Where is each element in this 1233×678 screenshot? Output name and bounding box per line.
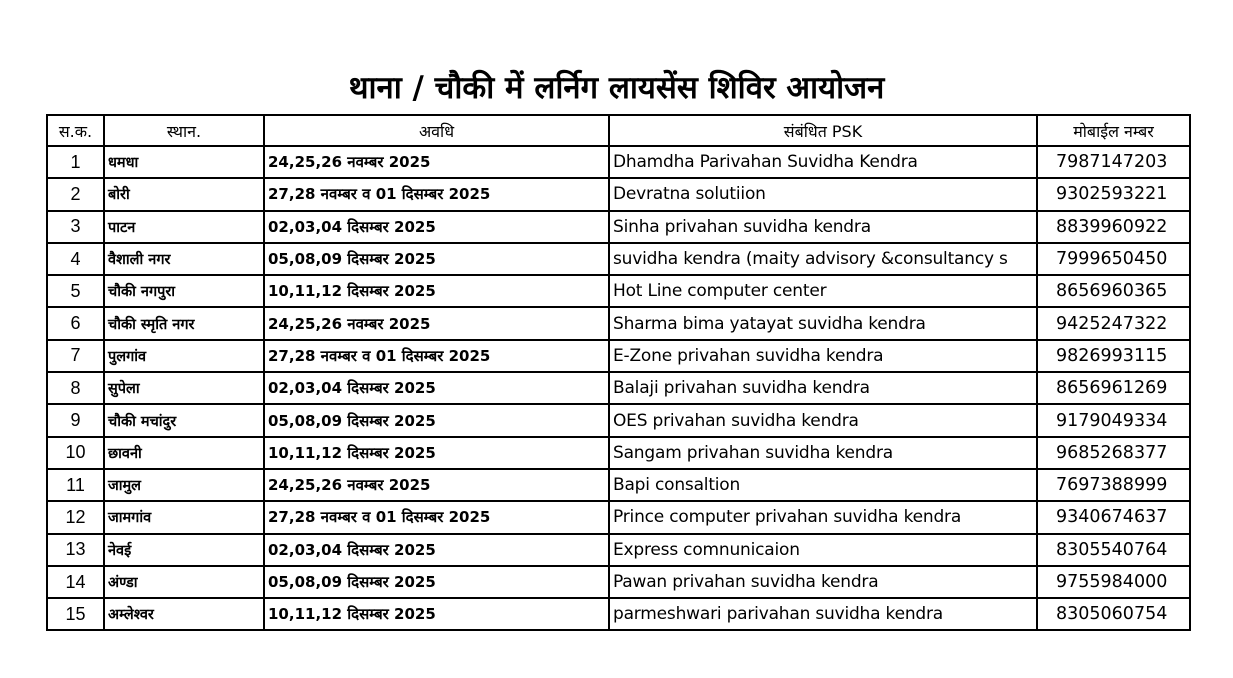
cell-psk: Dhamdha Parivahan Suvidha Kendra bbox=[609, 146, 1037, 178]
header-psk: संबंधित PSK bbox=[609, 115, 1037, 146]
table-row bbox=[47, 211, 1190, 243]
cell-sn: 5 bbox=[47, 275, 104, 307]
table-row bbox=[47, 243, 1190, 275]
cell-period: 02,03,04 दिसम्बर 2025 bbox=[264, 534, 609, 566]
cell-period: 05,08,09 दिसम्बर 2025 bbox=[264, 566, 609, 598]
cell-mobile: 8656960365 bbox=[1037, 275, 1190, 307]
cell-mobile: 9302593221 bbox=[1037, 178, 1190, 210]
cell-sn: 8 bbox=[47, 372, 104, 404]
cell-period: 10,11,12 दिसम्बर 2025 bbox=[264, 437, 609, 469]
table-row bbox=[47, 178, 1190, 210]
cell-sn: 9 bbox=[47, 404, 104, 436]
cell-psk: suvidha kendra (maity advisory &consultancy s bbox=[609, 243, 1037, 275]
table-row bbox=[47, 307, 1190, 339]
cell-place: चौकी स्मृति नगर bbox=[104, 307, 264, 339]
cell-place: अंण्डा bbox=[104, 566, 264, 598]
cell-period: 24,25,26 नवम्बर 2025 bbox=[264, 469, 609, 501]
cell-psk: Sangam privahan suvidha kendra bbox=[609, 437, 1037, 469]
cell-sn: 4 bbox=[47, 243, 104, 275]
cell-sn: 15 bbox=[47, 598, 104, 630]
cell-place: चौकी मचांदुर bbox=[104, 404, 264, 436]
cell-period: 24,25,26 नवम्बर 2025 bbox=[264, 146, 609, 178]
table-row bbox=[47, 469, 1190, 501]
cell-psk: Bapi consaltion bbox=[609, 469, 1037, 501]
table-row bbox=[47, 598, 1190, 630]
table-row bbox=[47, 437, 1190, 469]
cell-period: 27,28 नवम्बर व 01 दिसम्बर 2025 bbox=[264, 501, 609, 533]
cell-period: 24,25,26 नवम्बर 2025 bbox=[264, 307, 609, 339]
cell-psk: E-Zone privahan suvidha kendra bbox=[609, 340, 1037, 372]
cell-psk: Sharma bima yatayat suvidha kendra bbox=[609, 307, 1037, 339]
cell-sn: 11 bbox=[47, 469, 104, 501]
cell-psk: Sinha privahan suvidha kendra bbox=[609, 211, 1037, 243]
table-header-row bbox=[47, 115, 1190, 146]
camp-schedule-table bbox=[46, 114, 1191, 631]
cell-psk: parmeshwari parivahan suvidha kendra bbox=[609, 598, 1037, 630]
cell-sn: 14 bbox=[47, 566, 104, 598]
cell-place: सुपेला bbox=[104, 372, 264, 404]
cell-place: अम्लेश्वर bbox=[104, 598, 264, 630]
cell-mobile: 9685268377 bbox=[1037, 437, 1190, 469]
cell-mobile: 9755984000 bbox=[1037, 566, 1190, 598]
header-place: स्थान. bbox=[104, 115, 264, 146]
table-row bbox=[47, 146, 1190, 178]
cell-mobile: 9340674637 bbox=[1037, 501, 1190, 533]
header-period: अवधि bbox=[264, 115, 609, 146]
cell-period: 05,08,09 दिसम्बर 2025 bbox=[264, 243, 609, 275]
cell-place: जामगांव bbox=[104, 501, 264, 533]
cell-mobile: 7987147203 bbox=[1037, 146, 1190, 178]
cell-place: पुलगांव bbox=[104, 340, 264, 372]
page-title: थाना / चौकी में लर्निग लायसेंस शिविर आयोजन bbox=[348, 70, 885, 106]
cell-place: जामुल bbox=[104, 469, 264, 501]
cell-psk: Devratna solutiion bbox=[609, 178, 1037, 210]
cell-sn: 10 bbox=[47, 437, 104, 469]
cell-place: धमधा bbox=[104, 146, 264, 178]
cell-psk: Balaji privahan suvidha kendra bbox=[609, 372, 1037, 404]
cell-place: पाटन bbox=[104, 211, 264, 243]
cell-sn: 7 bbox=[47, 340, 104, 372]
cell-period: 02,03,04 दिसम्बर 2025 bbox=[264, 211, 609, 243]
cell-sn: 13 bbox=[47, 534, 104, 566]
cell-period: 10,11,12 दिसम्बर 2025 bbox=[264, 275, 609, 307]
cell-place: वैशाली नगर bbox=[104, 243, 264, 275]
table-row bbox=[47, 340, 1190, 372]
table-row bbox=[47, 534, 1190, 566]
cell-period: 02,03,04 दिसम्बर 2025 bbox=[264, 372, 609, 404]
table-row bbox=[47, 404, 1190, 436]
header-mobile: मोबाईल नम्बर bbox=[1037, 115, 1190, 146]
cell-psk: Prince computer privahan suvidha kendra bbox=[609, 501, 1037, 533]
cell-psk: Express comnunicaion bbox=[609, 534, 1037, 566]
cell-mobile: 9425247322 bbox=[1037, 307, 1190, 339]
table-row bbox=[47, 275, 1190, 307]
cell-place: चौकी नगपुरा bbox=[104, 275, 264, 307]
cell-mobile: 9826993115 bbox=[1037, 340, 1190, 372]
cell-mobile: 8305540764 bbox=[1037, 534, 1190, 566]
cell-period: 10,11,12 दिसम्बर 2025 bbox=[264, 598, 609, 630]
cell-period: 05,08,09 दिसम्बर 2025 bbox=[264, 404, 609, 436]
cell-place: बोरी bbox=[104, 178, 264, 210]
cell-place: नेवई bbox=[104, 534, 264, 566]
cell-period: 27,28 नवम्बर व 01 दिसम्बर 2025 bbox=[264, 178, 609, 210]
table-row bbox=[47, 501, 1190, 533]
cell-period: 27,28 नवम्बर व 01 दिसम्बर 2025 bbox=[264, 340, 609, 372]
cell-psk: Hot Line computer center bbox=[609, 275, 1037, 307]
cell-mobile: 7697388999 bbox=[1037, 469, 1190, 501]
cell-mobile: 7999650450 bbox=[1037, 243, 1190, 275]
cell-psk: Pawan privahan suvidha kendra bbox=[609, 566, 1037, 598]
cell-sn: 2 bbox=[47, 178, 104, 210]
cell-mobile: 8656961269 bbox=[1037, 372, 1190, 404]
cell-mobile: 8305060754 bbox=[1037, 598, 1190, 630]
table-row bbox=[47, 372, 1190, 404]
cell-mobile: 8839960922 bbox=[1037, 211, 1190, 243]
cell-mobile: 9179049334 bbox=[1037, 404, 1190, 436]
cell-sn: 1 bbox=[47, 146, 104, 178]
cell-sn: 12 bbox=[47, 501, 104, 533]
header-sn: स.क. bbox=[47, 115, 104, 146]
cell-sn: 3 bbox=[47, 211, 104, 243]
table-row bbox=[47, 566, 1190, 598]
cell-place: छावनी bbox=[104, 437, 264, 469]
cell-psk: OES privahan suvidha kendra bbox=[609, 404, 1037, 436]
cell-sn: 6 bbox=[47, 307, 104, 339]
